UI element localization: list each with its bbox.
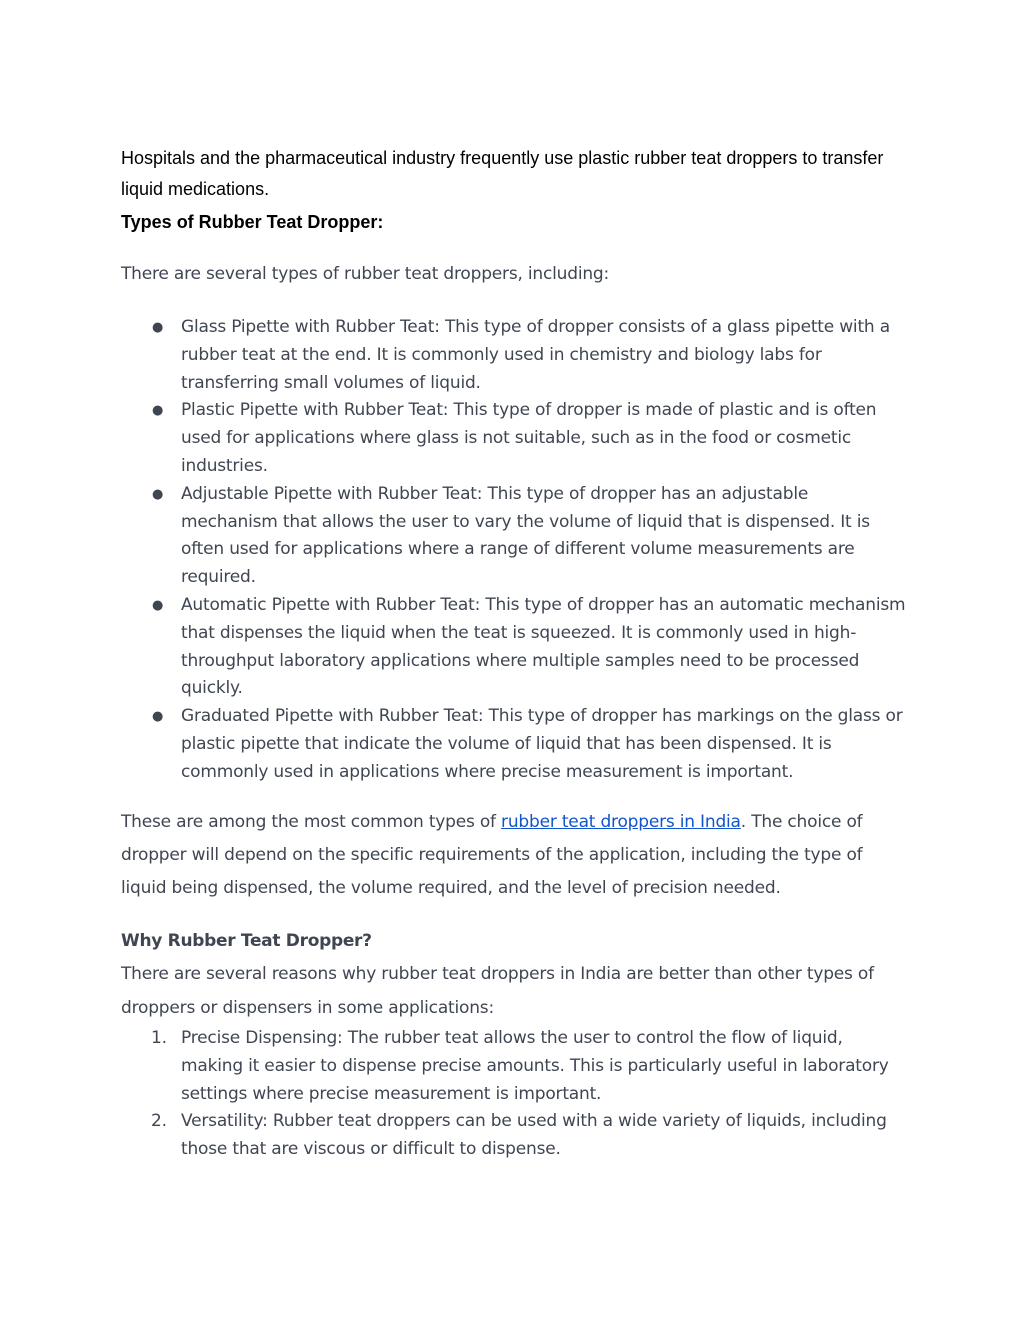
- list-item: [121, 397, 907, 480]
- list-item: [121, 703, 907, 786]
- list-item: [121, 592, 907, 703]
- list-item-text: Precise Dispensing: The rubber teat allows the user to control the flow of liquid, making it easier to dispense precise amounts. This is particularly useful in laboratory settings where precise measurement is important.: [181, 1028, 889, 1104]
- list-item-text: Plastic Pipette with Rubber Teat: This type of dropper is made of plastic and is often used for applications where glass is not suitable, such as in the food or cosmetic industries.: [181, 400, 877, 476]
- list-item: [121, 481, 907, 592]
- list-item-text: Graduated Pipette with Rubber Teat: This type of dropper has markings on the glass or plastic pipette that indicate the volume of liquid that has been dispensed. It is commonly used in applications where precise measurement is important.: [181, 706, 903, 782]
- list-item: [121, 1025, 907, 1108]
- summary-text-before-link: These are among the most common types of: [121, 811, 502, 832]
- types-list: [121, 314, 907, 787]
- bullet-icon: ●: [152, 320, 164, 335]
- list-item-number: 2.: [151, 1111, 167, 1132]
- list-item-number: 1.: [151, 1028, 167, 1049]
- bullet-icon: ●: [152, 597, 164, 613]
- types-heading: Types of Rubber Teat Dropper:: [121, 212, 384, 232]
- list-item: [121, 314, 907, 397]
- intro-paragraph: Hospitals and the pharmaceutical industry frequently use plastic rubber teat droppers to transfer liquid medications.: [121, 148, 884, 199]
- bullet-icon: ●: [152, 486, 164, 502]
- summary-text-after-link: . The choice of dropper will depend on the specific requirements of the application, including the type of liquid being dispensed, the volume required, and the level of precision needed.: [121, 811, 863, 899]
- list-item-text: Adjustable Pipette with Rubber Teat: This type of dropper has an adjustable mechanism that allows the user to vary the volume of liquid that is dispensed. It is often used for applications where a range of different volume measurements are required.: [181, 483, 870, 588]
- list-item-text: Automatic Pipette with Rubber Teat: This type of dropper has an automatic mechanism that dispenses the liquid when the teat is squeezed. It is commonly used in high-throughput laboratory applications where multiple samples need to be processed quickly.: [181, 594, 906, 699]
- bullet-icon: ●: [152, 709, 164, 725]
- document-page: [121, 143, 907, 1164]
- why-intro-paragraph: There are several reasons why rubber teat droppers in India are better than other types of droppers or dispensers in some applications:: [121, 964, 874, 1018]
- list-item-text: Glass Pipette with Rubber Teat: This type of dropper consists of a glass pipette with a rubber teat at the end. It is commonly used in chemistry and biology labs for transferring small volumes of liquid.: [181, 317, 890, 393]
- bullet-icon: ●: [152, 403, 164, 419]
- list-item: [121, 1108, 907, 1164]
- types-intro-paragraph: There are several types of rubber teat droppers, including:: [121, 264, 610, 284]
- why-heading: Why Rubber Teat Dropper?: [121, 931, 372, 952]
- list-item-text: Versatility: Rubber teat droppers can be used with a wide variety of liquids, including those that are viscous or difficult to dispense.: [181, 1111, 887, 1160]
- rubber-teat-droppers-link[interactable]: rubber teat droppers in India: [501, 811, 741, 832]
- summary-paragraph: [121, 806, 907, 906]
- reasons-list: [121, 1025, 907, 1164]
